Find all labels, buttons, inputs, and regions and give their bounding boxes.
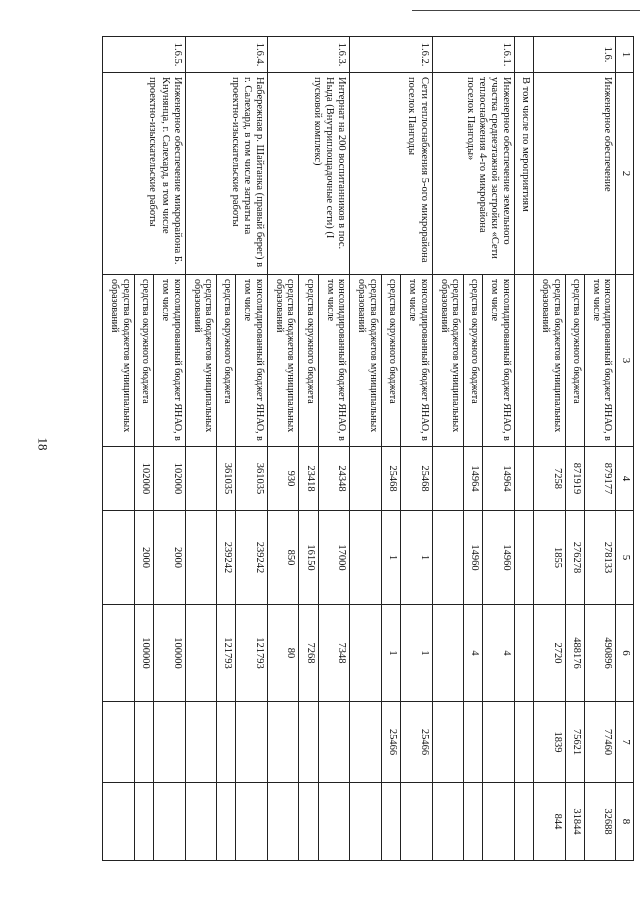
value-cell xyxy=(299,702,318,783)
value-cell xyxy=(217,783,236,861)
value-cell xyxy=(350,511,382,605)
value-cell xyxy=(432,702,464,783)
value-cell xyxy=(318,783,350,861)
header-row xyxy=(616,37,634,861)
value-cell xyxy=(381,783,400,861)
column-header: 7 xyxy=(616,702,634,783)
table-row xyxy=(154,37,186,861)
value-cell xyxy=(350,605,382,702)
value-cell xyxy=(267,702,299,783)
row-number: 1.6.1. xyxy=(432,37,514,73)
value-cell: 102000 xyxy=(134,447,153,511)
row-number: 1.6.4. xyxy=(185,37,267,73)
subhead-row xyxy=(514,37,533,861)
value-cell: 2720 xyxy=(534,605,566,702)
funding-source: консолидированный бюджет ЯНАО, в том числе xyxy=(483,275,515,447)
value-cell xyxy=(299,783,318,861)
value-cell xyxy=(483,702,515,783)
value-cell: 850 xyxy=(267,511,299,605)
empty-cell xyxy=(514,447,533,511)
value-cell xyxy=(154,702,186,783)
empty-cell xyxy=(514,275,533,447)
value-cell: 2000 xyxy=(134,511,153,605)
empty-cell xyxy=(514,511,533,605)
column-header: 6 xyxy=(616,605,634,702)
value-cell xyxy=(350,783,382,861)
column-header: 4 xyxy=(616,447,634,511)
value-cell xyxy=(185,511,217,605)
value-cell: 24348 xyxy=(318,447,350,511)
funding-source: средства окружного бюджета xyxy=(217,275,236,447)
value-cell xyxy=(432,605,464,702)
value-cell: 278133 xyxy=(584,511,616,605)
value-cell: 239242 xyxy=(217,511,236,605)
funding-source: средства бюджетов муниципальных образований xyxy=(432,275,464,447)
rotated-table-container xyxy=(102,36,634,860)
column-header: 2 xyxy=(616,73,634,275)
funding-source: средства бюджетов муниципальных образований xyxy=(267,275,299,447)
value-cell: 102000 xyxy=(154,447,186,511)
value-cell: 25466 xyxy=(381,702,400,783)
value-cell xyxy=(154,783,186,861)
value-cell xyxy=(350,702,382,783)
row-name: Инженерное обеспечение xyxy=(534,73,616,275)
table-row xyxy=(584,37,616,861)
funding-source: средства бюджетов муниципальных образований xyxy=(350,275,382,447)
column-header: 1 xyxy=(616,37,634,73)
funding-source: консолидированный бюджет ЯНАО, в том числе xyxy=(584,275,616,447)
row-number: 1.6.5. xyxy=(103,37,186,73)
value-cell xyxy=(134,783,153,861)
value-cell xyxy=(185,702,217,783)
value-cell: 361035 xyxy=(236,447,268,511)
column-header: 3 xyxy=(616,275,634,447)
funding-source: консолидированный бюджет ЯНАО, в том числе xyxy=(236,275,268,447)
funding-source: средства окружного бюджета xyxy=(565,275,584,447)
funding-source: средства бюджетов муниципальных образований xyxy=(534,275,566,447)
value-cell xyxy=(432,511,464,605)
value-cell: 32688 xyxy=(584,783,616,861)
value-cell: 488176 xyxy=(565,605,584,702)
value-cell: 490896 xyxy=(584,605,616,702)
value-cell: 80 xyxy=(267,605,299,702)
value-cell xyxy=(432,783,464,861)
value-cell: 1855 xyxy=(534,511,566,605)
value-cell xyxy=(464,702,483,783)
value-cell: 7348 xyxy=(318,605,350,702)
value-cell: 25466 xyxy=(400,702,432,783)
value-cell: 121793 xyxy=(236,605,268,702)
value-cell: 7268 xyxy=(299,605,318,702)
funding-source: консолидированный бюджет ЯНАО, в том числе xyxy=(154,275,186,447)
value-cell: 1 xyxy=(400,511,432,605)
value-cell: 100000 xyxy=(154,605,186,702)
page-number: 18 xyxy=(35,437,51,451)
value-cell: 75621 xyxy=(565,702,584,783)
value-cell xyxy=(103,783,135,861)
value-cell: 25468 xyxy=(400,447,432,511)
value-cell: 16150 xyxy=(299,511,318,605)
scan-edge-line xyxy=(412,10,640,11)
column-header: 5 xyxy=(616,511,634,605)
value-cell: 100000 xyxy=(134,605,153,702)
value-cell xyxy=(318,702,350,783)
value-cell: 121793 xyxy=(217,605,236,702)
funding-source: средства окружного бюджета xyxy=(381,275,400,447)
table-row xyxy=(483,37,515,861)
value-cell: 1 xyxy=(381,511,400,605)
value-cell xyxy=(134,702,153,783)
value-cell: 930 xyxy=(267,447,299,511)
value-cell xyxy=(483,783,515,861)
funding-source: средства окружного бюджета xyxy=(299,275,318,447)
value-cell: 871919 xyxy=(565,447,584,511)
value-cell: 14960 xyxy=(464,511,483,605)
empty-cell xyxy=(514,783,533,861)
value-cell xyxy=(185,447,217,511)
value-cell: 25468 xyxy=(381,447,400,511)
value-cell xyxy=(217,702,236,783)
row-number: 1.6.2. xyxy=(350,37,432,73)
value-cell xyxy=(350,447,382,511)
value-cell xyxy=(267,783,299,861)
value-cell xyxy=(185,605,217,702)
value-cell: 4 xyxy=(464,605,483,702)
row-number: 1.6. xyxy=(534,37,616,73)
value-cell xyxy=(185,783,217,861)
table-row xyxy=(400,37,432,861)
value-cell xyxy=(103,511,135,605)
value-cell xyxy=(236,702,268,783)
value-cell: 361035 xyxy=(217,447,236,511)
funding-source: средства бюджетов муниципальных образований xyxy=(185,275,217,447)
value-cell xyxy=(400,783,432,861)
value-cell: 4 xyxy=(483,605,515,702)
subhead-label: В том числе по мероприятиям xyxy=(514,73,533,275)
row-name: Инженерное обеспечение микрорайона Б. Кнунянца, г. Салехард, в том числе проектно-изыскательские работы xyxy=(103,73,186,275)
value-cell: 1839 xyxy=(534,702,566,783)
row-name: Сети теплоснабжения 5-ого микрорайона поселок Пангоды xyxy=(350,73,432,275)
value-cell xyxy=(103,447,135,511)
value-cell: 14960 xyxy=(483,511,515,605)
funding-source: консолидированный бюджет ЯНАО, в том числе xyxy=(400,275,432,447)
value-cell: 1 xyxy=(400,605,432,702)
value-cell: 2000 xyxy=(154,511,186,605)
column-header: 8 xyxy=(616,783,634,861)
value-cell: 1 xyxy=(381,605,400,702)
value-cell xyxy=(236,783,268,861)
funding-source: средства бюджетов муниципальных образований xyxy=(103,275,135,447)
value-cell xyxy=(103,605,135,702)
table-row xyxy=(318,37,350,861)
empty-cell xyxy=(514,605,533,702)
value-cell: 23418 xyxy=(299,447,318,511)
funding-source: средства окружного бюджета xyxy=(464,275,483,447)
row-name: Интернат на 200 воспитанников в пос. Ныда (Внутриплощадочные сети) (I пусковой комплекс) xyxy=(267,73,349,275)
value-cell: 17000 xyxy=(318,511,350,605)
subhead-number-cell xyxy=(514,37,533,73)
value-cell: 77460 xyxy=(584,702,616,783)
value-cell: 239242 xyxy=(236,511,268,605)
funding-source: консолидированный бюджет ЯНАО, в том числе xyxy=(318,275,350,447)
value-cell: 276278 xyxy=(565,511,584,605)
value-cell: 879177 xyxy=(584,447,616,511)
value-cell xyxy=(103,702,135,783)
value-cell: 14964 xyxy=(483,447,515,511)
value-cell xyxy=(432,447,464,511)
funding-source: средства окружного бюджета xyxy=(134,275,153,447)
row-name: Инженерное обеспечение земельного участка среднеэтажной застройки «Сети теплоснабжения 4-го микрорайона поселок Пангоды» xyxy=(432,73,514,275)
empty-cell xyxy=(514,702,533,783)
table-row xyxy=(236,37,268,861)
value-cell: 14964 xyxy=(464,447,483,511)
value-cell: 7258 xyxy=(534,447,566,511)
row-number: 1.6.3. xyxy=(267,37,349,73)
value-cell: 844 xyxy=(534,783,566,861)
value-cell: 31844 xyxy=(565,783,584,861)
value-cell xyxy=(464,783,483,861)
row-name: Набережная р. Шайтанка (правый берег) в г. Салехард, в том числе затраты на проектно-изыскательские работы xyxy=(185,73,267,275)
budget-table xyxy=(102,36,634,861)
